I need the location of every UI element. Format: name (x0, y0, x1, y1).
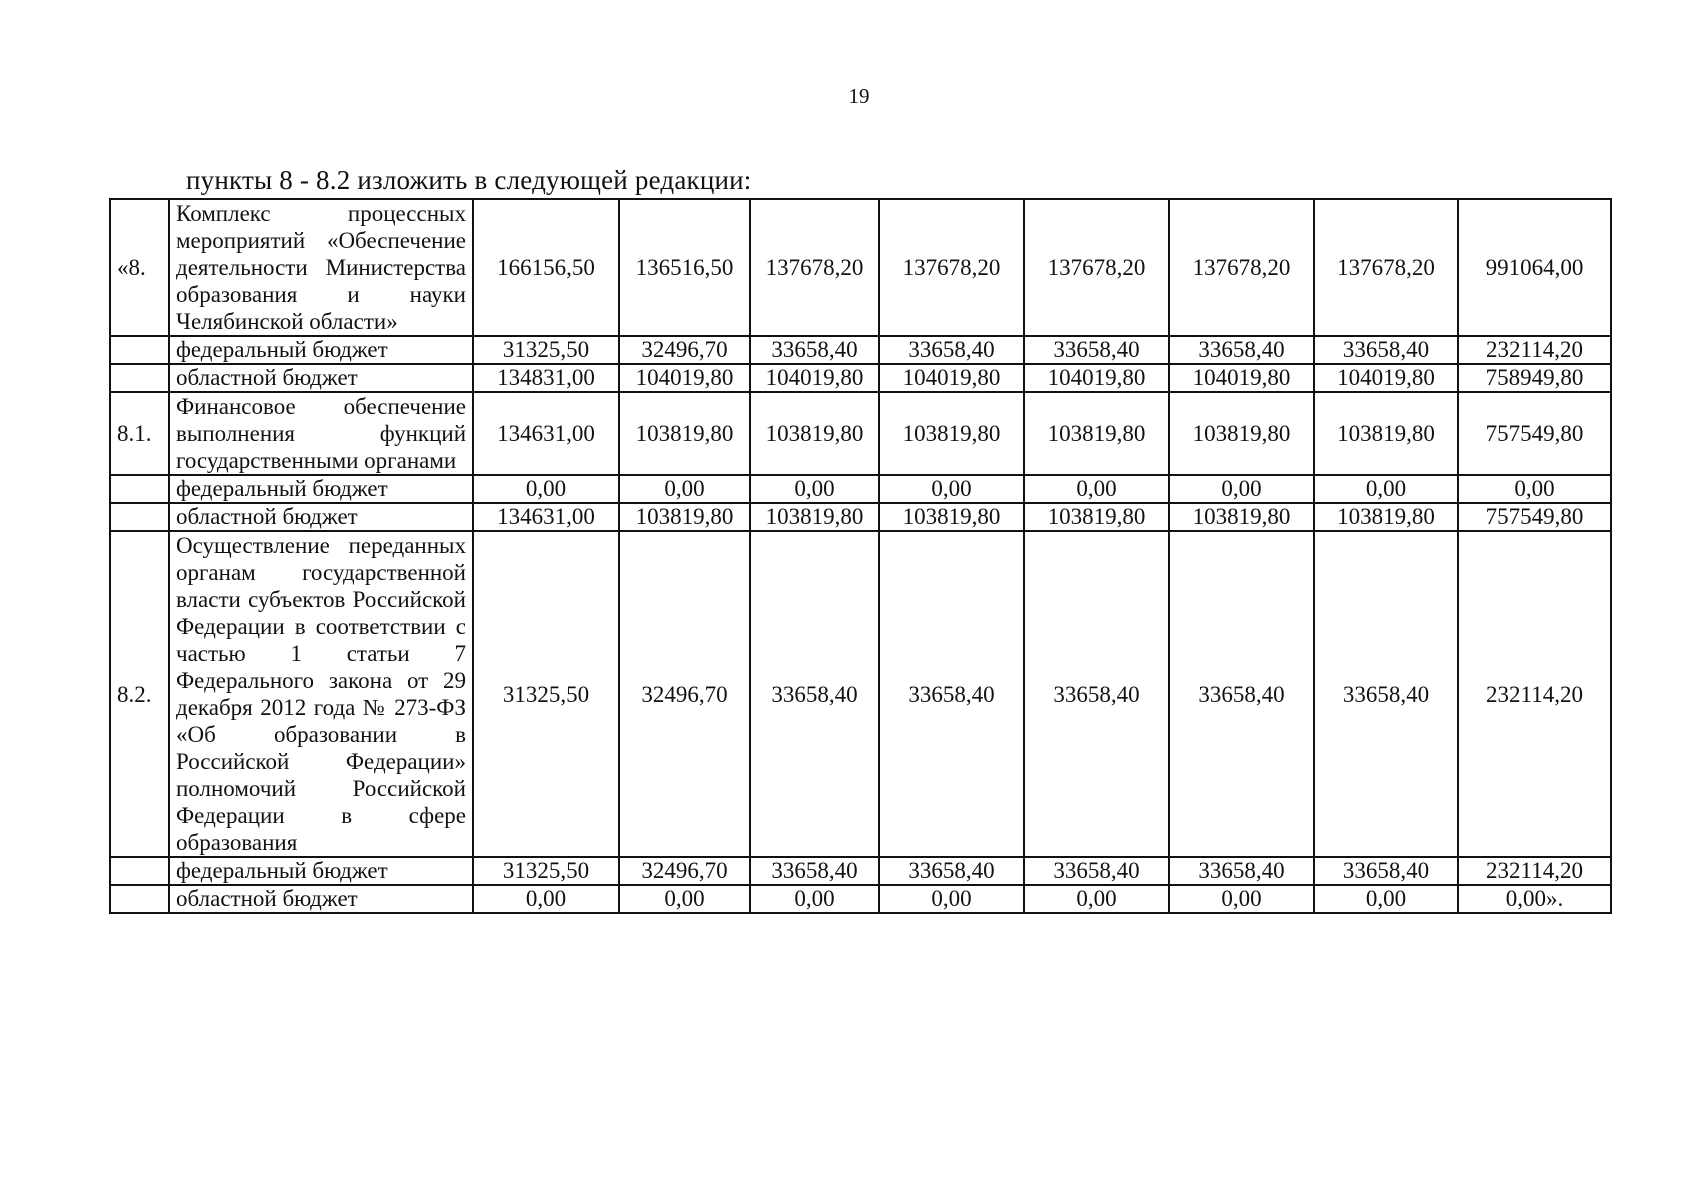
value-cell: 0,00 (750, 885, 879, 913)
value-cell: 137678,20 (879, 199, 1024, 336)
value-cell: 0,00 (1024, 475, 1169, 503)
budget-table (109, 198, 1612, 914)
value-cell: 33658,40 (1024, 531, 1169, 857)
row-name-cell: федеральный бюджет (169, 336, 473, 364)
value-cell: 33658,40 (1314, 857, 1458, 885)
value-cell: 33658,40 (879, 336, 1024, 364)
value-cell: 757549,80 (1458, 392, 1611, 475)
value-cell: 33658,40 (879, 857, 1024, 885)
table-row (110, 199, 1611, 336)
value-cell: 33658,40 (1314, 336, 1458, 364)
value-cell: 104019,80 (879, 364, 1024, 392)
value-cell: 137678,20 (750, 199, 879, 336)
value-cell: 33658,40 (1314, 531, 1458, 857)
value-cell: 134631,00 (473, 503, 619, 531)
value-cell: 232114,20 (1458, 336, 1611, 364)
row-number-cell (110, 336, 169, 364)
value-cell: 103819,80 (750, 392, 879, 475)
row-number-cell: 8.1. (110, 392, 169, 475)
table-row (110, 503, 1611, 531)
row-name-cell: федеральный бюджет (169, 475, 473, 503)
value-cell: 0,00 (1458, 475, 1611, 503)
value-cell: 232114,20 (1458, 857, 1611, 885)
value-cell: 0,00 (1314, 885, 1458, 913)
value-cell: 33658,40 (750, 857, 879, 885)
value-cell: 33658,40 (1024, 857, 1169, 885)
value-cell: 0,00 (1024, 885, 1169, 913)
value-cell: 0,00 (1169, 475, 1314, 503)
value-cell: 32496,70 (619, 531, 750, 857)
value-cell: 103819,80 (1169, 392, 1314, 475)
value-cell: 0,00 (1169, 885, 1314, 913)
row-number-cell (110, 885, 169, 913)
intro-text: пункты 8 - 8.2 изложить в следующей редакции: (186, 165, 752, 195)
row-name-cell: Финансовое обеспечение выполнения функций государственными органами (169, 392, 473, 475)
table-row (110, 392, 1611, 475)
value-cell: 103819,80 (619, 503, 750, 531)
row-number-cell (110, 364, 169, 392)
row-number-cell (110, 857, 169, 885)
value-cell: 134631,00 (473, 392, 619, 475)
value-cell: 32496,70 (619, 857, 750, 885)
value-cell: 757549,80 (1458, 503, 1611, 531)
row-name-cell: областной бюджет (169, 503, 473, 531)
table-row (110, 336, 1611, 364)
value-cell: 103819,80 (1314, 503, 1458, 531)
row-number-cell: 8.2. (110, 531, 169, 857)
value-cell: 103819,80 (879, 392, 1024, 475)
value-cell: 33658,40 (1169, 336, 1314, 364)
value-cell: 137678,20 (1169, 199, 1314, 336)
value-cell: 103819,80 (1314, 392, 1458, 475)
table-row (110, 531, 1611, 857)
table-row (110, 857, 1611, 885)
page-number: 19 (848, 84, 870, 108)
value-cell: 0,00 (619, 475, 750, 503)
value-cell: 103819,80 (750, 503, 879, 531)
row-name-cell: областной бюджет (169, 885, 473, 913)
row-name-cell: федеральный бюджет (169, 857, 473, 885)
value-cell: 0,00». (1458, 885, 1611, 913)
value-cell: 0,00 (473, 885, 619, 913)
value-cell: 104019,80 (750, 364, 879, 392)
value-cell: 31325,50 (473, 336, 619, 364)
value-cell: 0,00 (473, 475, 619, 503)
value-cell: 0,00 (879, 885, 1024, 913)
value-cell: 33658,40 (1024, 336, 1169, 364)
value-cell: 103819,80 (879, 503, 1024, 531)
value-cell: 104019,80 (1169, 364, 1314, 392)
row-name-cell: Осуществление переданных органам государственной власти субъектов Российской Федерации в соответствии с частью 1 статьи 7 Федерального закона от 29 декабря 2012 года № 273-ФЗ «Об образовании в Российской Федерации» полномочий Российской Федерации в сфере образования (169, 531, 473, 857)
budget-table-body (110, 199, 1611, 913)
value-cell: 33658,40 (750, 531, 879, 857)
value-cell: 32496,70 (619, 336, 750, 364)
value-cell: 758949,80 (1458, 364, 1611, 392)
value-cell: 0,00 (1314, 475, 1458, 503)
value-cell: 0,00 (619, 885, 750, 913)
row-number-cell: «8. (110, 199, 169, 336)
value-cell: 0,00 (879, 475, 1024, 503)
value-cell: 103819,80 (1169, 503, 1314, 531)
value-cell: 31325,50 (473, 531, 619, 857)
value-cell: 0,00 (750, 475, 879, 503)
row-number-cell (110, 503, 169, 531)
value-cell: 103819,80 (1024, 392, 1169, 475)
value-cell: 134831,00 (473, 364, 619, 392)
value-cell: 33658,40 (1169, 857, 1314, 885)
value-cell: 103819,80 (619, 392, 750, 475)
value-cell: 104019,80 (1314, 364, 1458, 392)
value-cell: 136516,50 (619, 199, 750, 336)
value-cell: 33658,40 (750, 336, 879, 364)
table-row (110, 885, 1611, 913)
value-cell: 166156,50 (473, 199, 619, 336)
value-cell: 137678,20 (1314, 199, 1458, 336)
row-number-cell (110, 475, 169, 503)
row-name-cell: Комплекс процессных мероприятий «Обеспечение деятельности Министерства образования и науки Челябинской области» (169, 199, 473, 336)
value-cell: 137678,20 (1024, 199, 1169, 336)
table-row (110, 364, 1611, 392)
table-row (110, 475, 1611, 503)
value-cell: 991064,00 (1458, 199, 1611, 336)
value-cell: 232114,20 (1458, 531, 1611, 857)
value-cell: 104019,80 (1024, 364, 1169, 392)
value-cell: 104019,80 (619, 364, 750, 392)
row-name-cell: областной бюджет (169, 364, 473, 392)
value-cell: 33658,40 (879, 531, 1024, 857)
value-cell: 103819,80 (1024, 503, 1169, 531)
value-cell: 33658,40 (1169, 531, 1314, 857)
value-cell: 31325,50 (473, 857, 619, 885)
